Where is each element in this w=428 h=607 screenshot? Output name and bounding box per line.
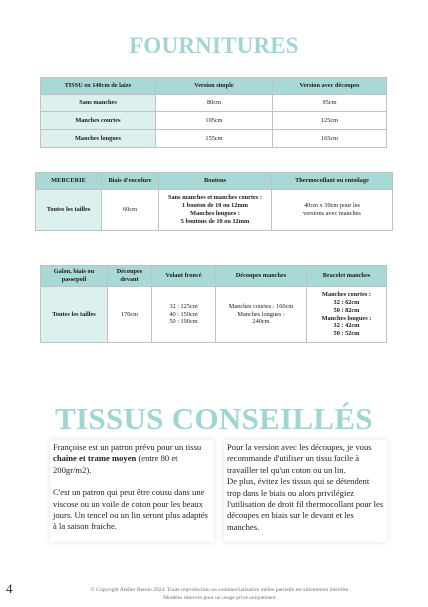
table-row [41, 95, 387, 112]
supplies-title: FOURNITURES [129, 33, 299, 58]
table-header-row [36, 173, 393, 190]
table-cell: 40cm x 30cm pour les versions avec manches [272, 190, 393, 231]
row-label: Sans manches [41, 95, 156, 112]
table-header-cell: Volant froncé [152, 266, 216, 287]
table-header-cell: Thermocollant ou entoilage [272, 173, 393, 190]
page-number: 4 [6, 581, 13, 596]
advice-emphasis: chaine et trame moyen [53, 453, 137, 464]
row-label: Manches longues [41, 130, 156, 148]
table-cell: 170cm [108, 287, 152, 343]
advice-paragraph: C'est un patron qui peut être cousu dans une viscose ou un voile de coton pour les beaux jours. Un tencel ou un lin seront plus adaptés à la saison fraiche. [53, 487, 208, 532]
table-header-cell: Découpes manches [216, 266, 307, 287]
table-row [41, 130, 387, 148]
row-label: Toutes les tailles [41, 287, 108, 343]
table-header-cell: Version avec découpes [273, 78, 387, 95]
table-cell: 32 : 125cm 40 : 150cm 50 : 190cm [152, 287, 216, 343]
table-row [36, 190, 393, 231]
table-cell: 105cm [156, 112, 273, 130]
table-cell: Sans manches et manches courtes : 1 bouton de 10 ou 12mm Manches longues : 5 boutons de 10 ou 12mm [159, 190, 272, 231]
table-header-cell: Biais d'encolure [102, 173, 159, 190]
table-cell: 60cm [102, 190, 159, 231]
table-cell: 125cm [273, 112, 387, 130]
table-cell: 95cm [273, 95, 387, 112]
advice-paragraph: De plus, évitez les tissus qui se détendent trop dans le biais ou alors privilégiez l'utilisation de droit fil thermocollant pour les découpes en biais sur le devant et les manches. [227, 476, 384, 532]
table-row [41, 287, 387, 343]
trim-table [40, 265, 387, 343]
table-header-cell: Bracelet manches [307, 266, 387, 287]
table-row [41, 112, 387, 130]
advice-paragraph [53, 442, 211, 476]
table-header-cell: MERCERIE [36, 173, 102, 190]
row-label: Toutes les tailles [36, 190, 102, 231]
row-label: Manches courtes [41, 112, 156, 130]
fabrics-title: TISSUS CONSEILLÉS [55, 401, 373, 436]
table-cell: 155cm [156, 130, 273, 148]
advice-text: (entre 80 et 200gr/m2). [53, 453, 178, 475]
table-cell: Manches courtes : 32 : 62cm 50 : 82cm Manches longues : 32 : 42cm 50 : 52cm [307, 287, 387, 343]
fabric-table [40, 77, 387, 148]
advice-text: Françoise est un patron prévu pour un tissu [53, 442, 202, 452]
table-cell: Manches courtes : 160cm Manches longues : 240cm [216, 287, 307, 343]
table-header-cell: Version simple [156, 78, 273, 95]
advice-paragraph: Pour la version avec les découpes, je vous recommande d'utiliser un tissu facile à travailler tel qu'un coton ou un lin. [227, 442, 372, 475]
advice-right-column [224, 440, 387, 542]
table-cell: 165cm [273, 130, 387, 148]
table-header-cell: Boutons [159, 173, 272, 190]
table-header-cell: TISSU en 140cm de laize [41, 78, 156, 95]
table-header-row [41, 78, 387, 95]
table-header-cell: Découpes devant [108, 266, 152, 287]
haberdashery-table [35, 172, 393, 231]
table-header-row [41, 266, 387, 287]
advice-left-column [50, 440, 214, 542]
copyright-notice: © Copyright Atelier Bernie 2024. Toute reproduction ou commercialisation même partielle est strictement interdite. Modèles réservés pour un usage privé uniquement. [90, 587, 350, 601]
table-header-cell: Galon, biais ou passepoil [41, 266, 108, 287]
table-cell: 80cm [156, 95, 273, 112]
